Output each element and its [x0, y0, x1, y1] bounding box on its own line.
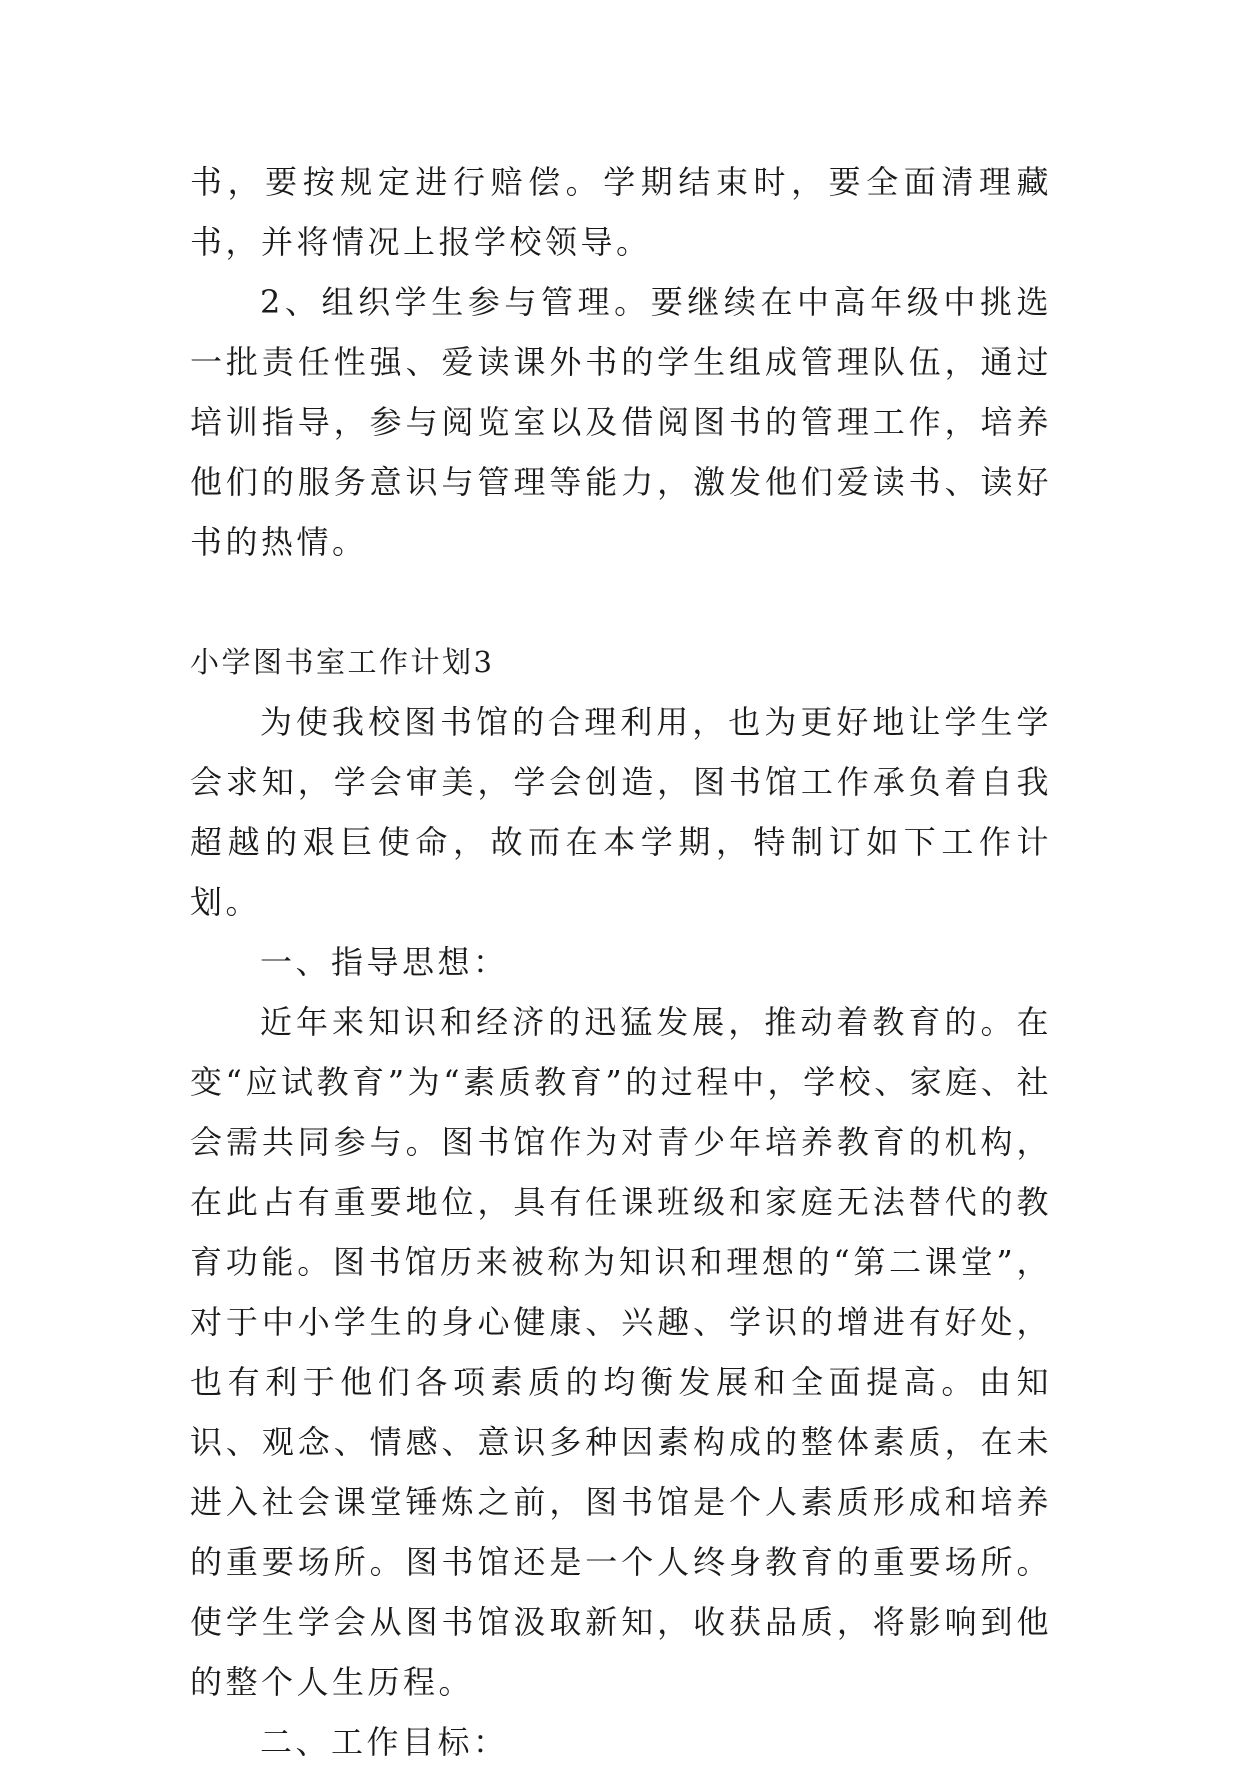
subheading-guiding-ideology: 一、指导思想： — [260, 943, 509, 981]
section-title: 小学图书室工作计划3 — [190, 645, 495, 679]
paragraph-compensation-continuation: 书，要按规定进行赔偿。学期结束时，要全面清理藏书，并将情况上报学校领导。 — [190, 163, 1052, 261]
paragraph-intro: 为使我校图书馆的合理利用，也为更好地让学生学会求知，学会审美，学会创造，图书馆工作承负着自我超越的艰巨使命，故而在本学期，特制订如下工作计划。 — [190, 703, 1052, 921]
section-spacer — [190, 572, 1052, 632]
paragraph-guiding-ideology: 近年来知识和经济的迅猛发展，推动着教育的。在变“应试教育”为“素质教育”的过程中，学校、家庭、社会需共同参与。图书馆作为对青少年培养教育的机构，在此占有重要地位，具有任课班级和家庭无法替代的教育功能。图书馆历来被称为知识和理想的“第二课堂”，对于中小学生的身心健康、兴趣、学识的增进有好处，也有利于他们各项素质的均衡发展和全面提高。由知识、观念、情感、意识多种因素构成的整体素质，在未进入社会课堂锤炼之前，图书馆是个人素质形成和培养的重要场所。图书馆还是一个人终身教育的重要场所。使学生学会从图书馆汲取新知，收获品质，将影响到他的整个人生历程。 — [190, 1003, 1052, 1701]
document-page — [190, 152, 1052, 1772]
paragraph-student-management: 2、组织学生参与管理。要继续在中高年级中挑选一批责任性强、爱读课外书的学生组成管理队伍，通过培训指导，参与阅览室以及借阅图书的管理工作，培养他们的服务意识与管理等能力，激发他们爱读书、读好书的热情。 — [190, 283, 1052, 561]
subheading-work-goals: 二、工作目标： — [260, 1723, 509, 1761]
